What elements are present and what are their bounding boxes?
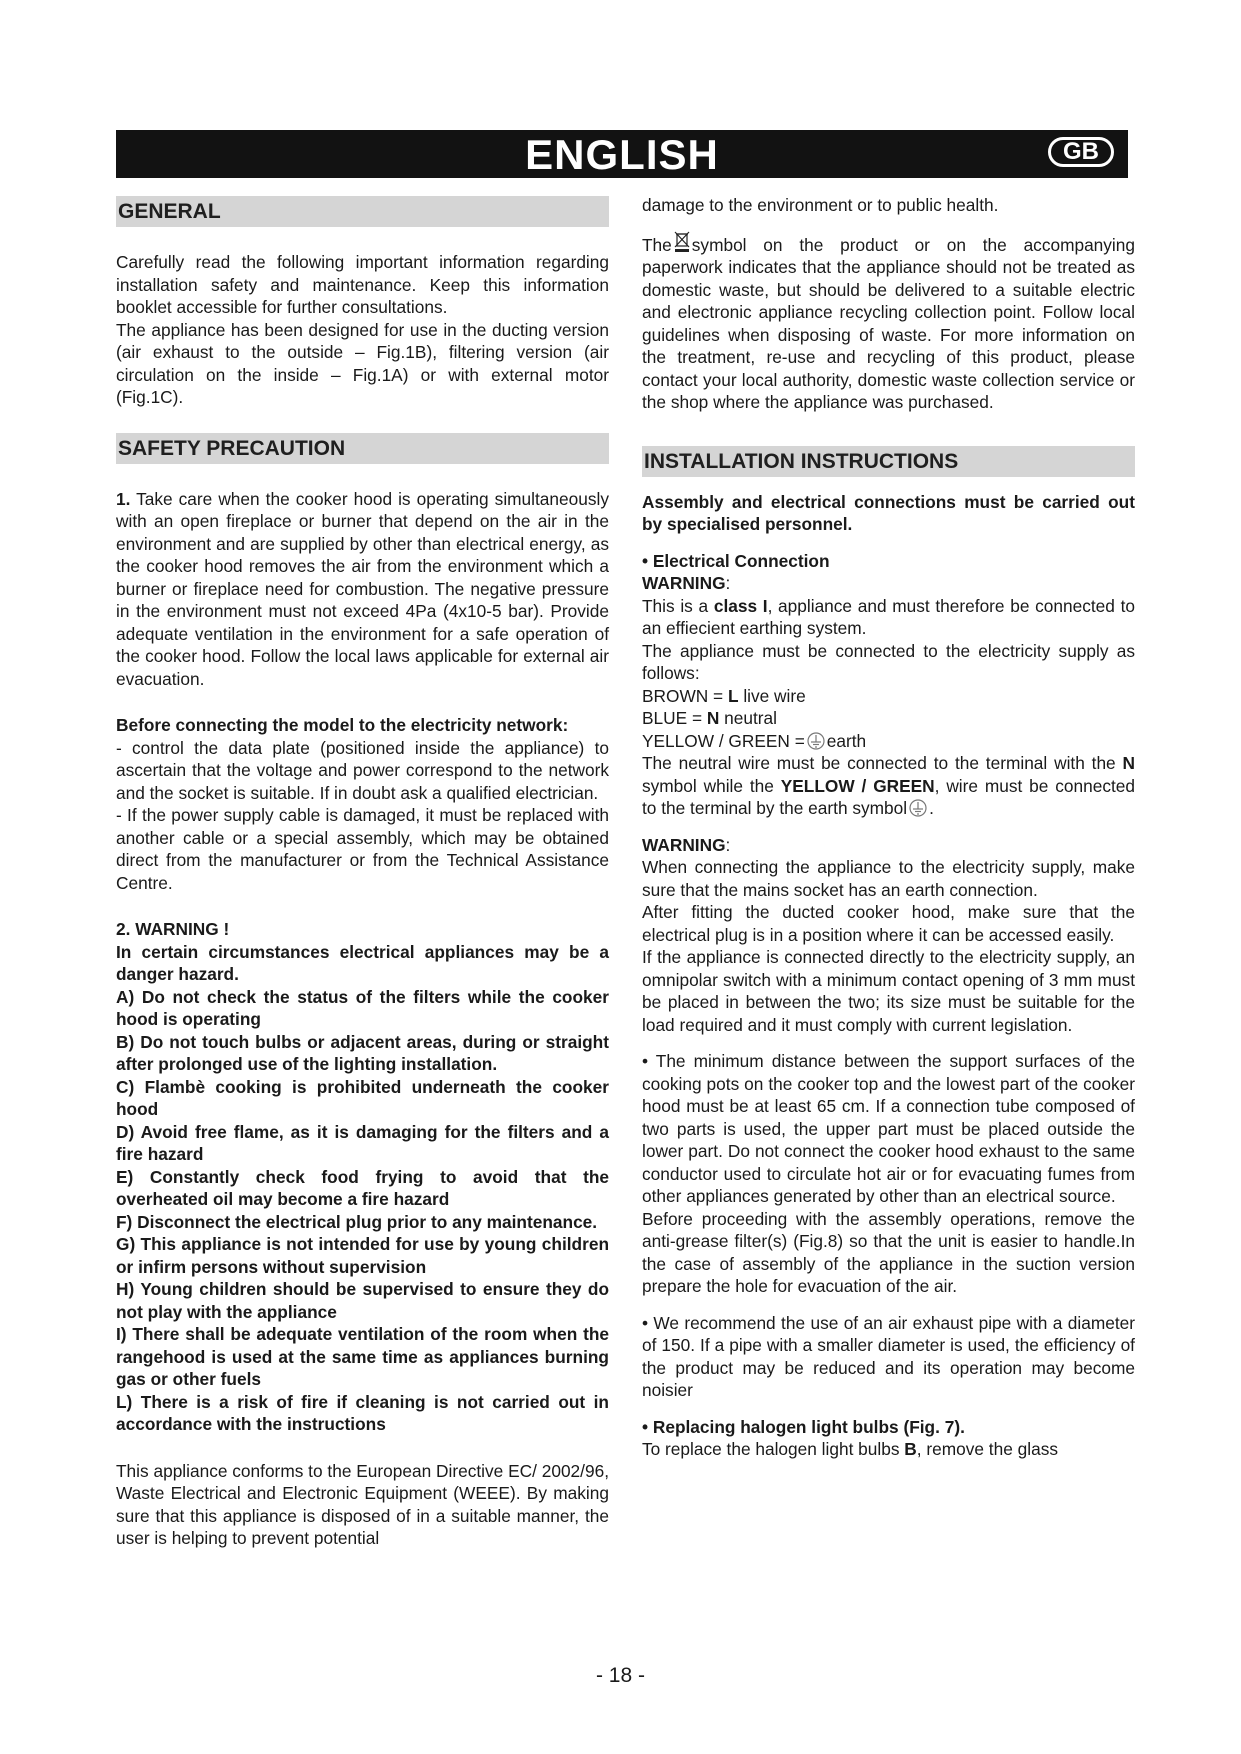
minimum-distance-paragraph: • The minimum distance between the support surfaces of the cooking pots on the cooker top and the lowest part of the cooker hood must be at least 65 cm. If a connection tube composed of two parts is used, the upper part must be placed outside the lower part. Do not connect the cooker hood exhaust to the same conductor used to circulate hot air or for evacuating fumes from other appliances generated by other than an electrical source. — [642, 1051, 1135, 1206]
safety-item-1 — [116, 488, 609, 691]
warning-item-c: C) Flambè cooking is prohibited underneath the cooker hood — [116, 1076, 609, 1119]
warning-label-1-text: WARNING — [642, 573, 726, 593]
section-heading-safety: SAFETY PRECAUTION — [116, 433, 609, 464]
left-column — [116, 196, 609, 1550]
bin-symbol-text: symbol on the product or on the accompanying paperwork indicates that the appliance should not be treated as domestic waste, but should be delivered to a suitable electric and electronic appliance recycling collection point. Follow local guidelines when disposing of waste. For more information on the treatment, re-use and recycling of this product, please contact your local authority, domestic waste collection service or the shop where the appliance was purchased. — [642, 234, 1135, 412]
blue-desc: neutral — [724, 708, 777, 728]
bin-symbol-paragraph — [642, 231, 1135, 414]
safety-item-1-text: Take care when the cooker hood is operating simultaneously with an open fireplace or burner that depend on the air in the environment and are supplied by other than electrical energy, as the cooker hood removes the air from the environment which a burner or fireplace need for combustion. The negative pressure in the environment must not exceed 4Pa (4x10-5 bar). Provide adequate ventilation in the environment for a safe operation of the cooker hood. Follow the local laws applicable for external air evacuation. — [116, 488, 609, 689]
brown-label: BROWN = — [642, 685, 724, 706]
general-paragraph-1: Carefully read the following important information regarding installation safety and maintenance. Keep this information booklet accessible for further consultations. — [116, 252, 609, 317]
neutral-n: N — [1122, 753, 1136, 773]
right-column — [642, 194, 1135, 1461]
neutral-yellow-green: YELLOW / GREEN — [780, 775, 935, 796]
before-connecting-paragraph-1: - control the data plate (positioned inside the appliance) to ascertain that the voltage and power correspond to the network and the socket is suitable. If in doubt ask a qualified electrician. — [116, 737, 609, 803]
weee-paragraph: This appliance conforms to the European Directive EC/ 2002/96, Waste Electrical and Electronic Equipment (WEEE). By making sure that this appliance is disposed of in a suitable manner, the user is helping to prevent potential — [116, 1460, 609, 1548]
brown-code: L — [727, 685, 739, 706]
neutral-mid: symbol while the — [642, 775, 774, 796]
yellow-green-desc: earth — [826, 730, 867, 751]
page-number: - 18 - — [595, 1664, 645, 1687]
general-paragraph-2: The appliance has been designed for use in the ducting version (air exhaust to the outside – Fig.1B), filtering version (air circulation on the inside – Fig.1A) or with external motor (Fig.1C). — [116, 319, 609, 407]
warning-label-1-colon: : — [725, 573, 731, 593]
yellow-green-wire-line — [642, 730, 1135, 753]
neutral-tail: , wire must be connected to the terminal by the earth symbol — [642, 775, 1136, 818]
weee-continuation: damage to the environment or to public health. — [642, 195, 999, 215]
omnipolar-switch-paragraph: If the appliance is connected directly to the electricity supply, an omnipolar switch with a minimum contact opening of 3 mm must be placed in between the two; its size must be suitable for the load required and it must comply with current legislation. — [642, 947, 1135, 1035]
class-value: class I — [713, 595, 768, 616]
neutral-end: . — [929, 798, 934, 818]
before-connecting-paragraph-2: - If the power supply cable is damaged, it must be replaced with another cable or a special assembly, which may be obtained direct from the manufacturer or from the Technical Assistance Centre. — [116, 805, 609, 893]
warning-label-1 — [642, 572, 1135, 595]
warning-item-g: G) This appliance is not intended for use by young children or infirm persons without supervision — [116, 1234, 609, 1277]
warning-item-b: B) Do not touch bulbs or adjacent areas, during or straight after prolonged use of the lighting installation. — [116, 1031, 609, 1074]
brown-wire-line — [642, 685, 1135, 708]
blue-code: N — [706, 708, 720, 728]
plug-access-paragraph: After fitting the ducted cooker hood, make sure that the electrical plug is in a position where it can be accessed easily. — [642, 902, 1135, 945]
warning-item-a: A) Do not check the status of the filters while the cooker hood is operating — [116, 986, 609, 1029]
before-connecting-heading: Before connecting the model to the electricity network: — [116, 715, 569, 735]
neutral-lead: The neutral wire must be connected to the terminal with the — [642, 753, 1116, 773]
warning-label-2-colon: : — [725, 834, 731, 855]
section-heading-general: GENERAL — [116, 196, 609, 227]
earth-connection-paragraph: When connecting the appliance to the electricity supply, make sure that the mains socket has an earth connection. — [642, 857, 1135, 900]
neutral-paragraph — [642, 752, 1135, 820]
warning-item-l: L) There is a risk of fire if cleaning is not carried out in accordance with the instructions — [116, 1391, 609, 1434]
halogen-bulbs-paragraph — [642, 1438, 1135, 1461]
supply-paragraph: The appliance must be connected to the electricity supply as follows: — [642, 640, 1135, 683]
halogen-tail: , remove the glass — [916, 1439, 1058, 1459]
halogen-bulbs-heading: • Replacing halogen light bulbs (Fig. 7). — [642, 1416, 965, 1437]
earth-symbol-icon — [909, 799, 927, 817]
language-badge: GB — [1048, 137, 1114, 167]
warning-item-h: H) Young children should be supervised to ensure they do not play with the appliance — [116, 1279, 609, 1322]
class-text: , appliance and must therefore be connected to an effiecient earthing system. — [642, 595, 1135, 638]
bin-symbol-lead: The — [642, 234, 672, 255]
crossed-bin-icon — [674, 231, 690, 253]
language-banner — [116, 130, 1128, 178]
warning-2-intro: In certain circumstances electrical appliances may be a danger hazard. — [116, 941, 609, 984]
warning-label-2-text: WARNING — [642, 834, 726, 855]
blue-wire-line — [642, 707, 1135, 730]
before-assembly-paragraph: Before proceeding with the assembly operations, remove the anti-grease filter(s) (Fig.8) so that the unit is easier to handle.In the case of assembly of the appliance in the suction version prepare the hole for evacuation of the air. — [642, 1208, 1135, 1296]
earth-symbol-icon — [807, 732, 825, 750]
halogen-bulb-code: B — [904, 1439, 917, 1459]
banner-title: ENGLISH — [525, 131, 719, 178]
class-lead: This is a — [642, 595, 709, 616]
brown-desc: live wire — [743, 685, 806, 706]
warning-item-i: I) There shall be adequate ventilation of the room when the rangehood is used at the same time as appliances burning gas or other fuels — [116, 1324, 609, 1389]
class-paragraph — [642, 595, 1135, 640]
assembly-notice: Assembly and electrical connections must be carried out by specialised personnel. — [642, 491, 1135, 534]
warning-label-2 — [642, 834, 1135, 857]
blue-label: BLUE = — [642, 708, 703, 728]
halogen-lead: To replace the halogen light bulbs — [642, 1439, 900, 1459]
warning-item-e: E) Constantly check food frying to avoid that the overheated oil may become a fire hazard — [116, 1166, 609, 1209]
warning-item-f: F) Disconnect the electrical plug prior to any maintenance. — [116, 1211, 598, 1232]
electrical-connection-heading: • Electrical Connection — [642, 550, 830, 571]
yellow-green-label: YELLOW / GREEN = — [642, 730, 805, 751]
warning-2-title: 2. WARNING ! — [116, 919, 230, 939]
safety-item-1-number: 1. — [116, 488, 131, 509]
exhaust-pipe-paragraph: • We recommend the use of an air exhaust pipe with a diameter of 150. If a pipe with a smaller diameter is used, the efficiency of the product may be reduced and its operation may become noisier — [642, 1312, 1135, 1400]
warning-item-d: D) Avoid free flame, as it is damaging for the filters and a fire hazard — [116, 1121, 609, 1164]
section-heading-installation: INSTALLATION INSTRUCTIONS — [642, 446, 1135, 477]
